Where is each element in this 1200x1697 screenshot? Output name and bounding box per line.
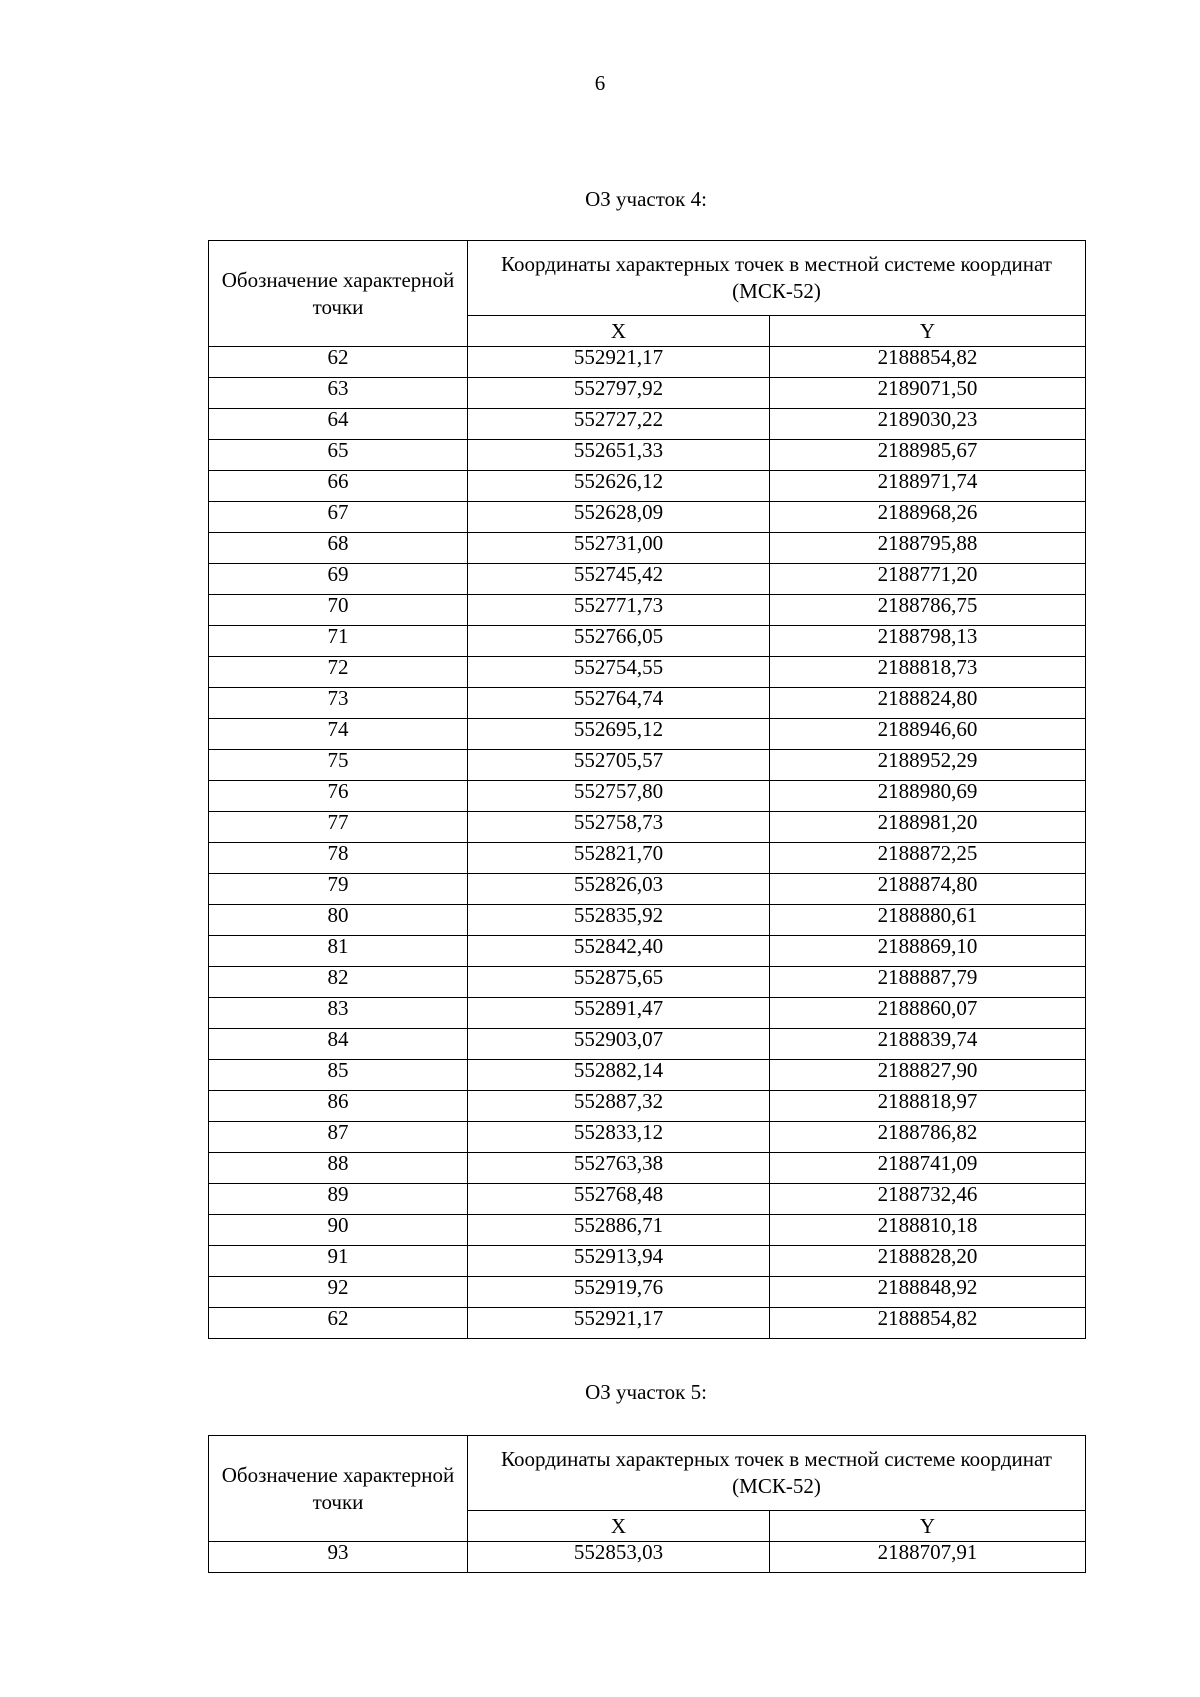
table-row xyxy=(209,905,1086,936)
table-row xyxy=(209,1277,1086,1308)
point-cell: 72 xyxy=(209,657,468,688)
coordinates-table-plot-5 xyxy=(208,1435,1086,1573)
x-coordinate-cell: 552853,03 xyxy=(468,1542,770,1573)
table-body xyxy=(209,1542,1086,1573)
y-coordinate-cell: 2188827,90 xyxy=(770,1060,1086,1091)
x-coordinate-cell: 552695,12 xyxy=(468,719,770,750)
table-row xyxy=(209,936,1086,967)
table-row xyxy=(209,998,1086,1029)
y-coordinate-cell: 2188971,74 xyxy=(770,471,1086,502)
y-coordinate-cell: 2188860,07 xyxy=(770,998,1086,1029)
point-cell: 69 xyxy=(209,564,468,595)
table-row xyxy=(209,1542,1086,1573)
x-coordinate-cell: 552875,65 xyxy=(468,967,770,998)
x-coordinate-cell: 552913,94 xyxy=(468,1246,770,1277)
coordinates-header: Координаты характерных точек в местной системе координат (МСК-52) xyxy=(468,1436,1086,1511)
table-body xyxy=(209,347,1086,1339)
table-row xyxy=(209,626,1086,657)
table-row xyxy=(209,440,1086,471)
x-coordinate-cell: 552826,03 xyxy=(468,874,770,905)
point-cell: 92 xyxy=(209,1277,468,1308)
x-coordinate-cell: 552628,09 xyxy=(468,502,770,533)
table-row xyxy=(209,1246,1086,1277)
point-cell: 85 xyxy=(209,1060,468,1091)
y-coordinate-cell: 2188795,88 xyxy=(770,533,1086,564)
y-coordinate-cell: 2188854,82 xyxy=(770,347,1086,378)
point-cell: 81 xyxy=(209,936,468,967)
x-coordinate-cell: 552921,17 xyxy=(468,347,770,378)
point-designation-header: Обозначение характерной точки xyxy=(209,241,468,347)
y-coordinate-cell: 2188985,67 xyxy=(770,440,1086,471)
y-coordinate-cell: 2188946,60 xyxy=(770,719,1086,750)
point-designation-header: Обозначение характерной точки xyxy=(209,1436,468,1542)
point-cell: 65 xyxy=(209,440,468,471)
table-row xyxy=(209,657,1086,688)
y-coordinate-cell: 2188952,29 xyxy=(770,750,1086,781)
y-coordinate-cell: 2188981,20 xyxy=(770,812,1086,843)
x-coordinate-cell: 552757,80 xyxy=(468,781,770,812)
x-coordinate-cell: 552821,70 xyxy=(468,843,770,874)
point-cell: 79 xyxy=(209,874,468,905)
point-cell: 86 xyxy=(209,1091,468,1122)
point-cell: 82 xyxy=(209,967,468,998)
point-cell: 76 xyxy=(209,781,468,812)
x-coordinate-cell: 552797,92 xyxy=(468,378,770,409)
x-coordinate-cell: 552766,05 xyxy=(468,626,770,657)
table-row xyxy=(209,781,1086,812)
x-coordinate-cell: 552754,55 xyxy=(468,657,770,688)
x-coordinate-cell: 552891,47 xyxy=(468,998,770,1029)
y-coordinate-cell: 2189030,23 xyxy=(770,409,1086,440)
point-cell: 62 xyxy=(209,1308,468,1339)
y-coordinate-cell: 2188854,82 xyxy=(770,1308,1086,1339)
table-header xyxy=(209,1436,1086,1542)
y-coordinate-cell: 2188818,97 xyxy=(770,1091,1086,1122)
point-cell: 91 xyxy=(209,1246,468,1277)
y-coordinate-cell: 2188968,26 xyxy=(770,502,1086,533)
y-coordinate-cell: 2188872,25 xyxy=(770,843,1086,874)
table-row xyxy=(209,750,1086,781)
x-coordinate-cell: 552919,76 xyxy=(468,1277,770,1308)
point-cell: 78 xyxy=(209,843,468,874)
x-coordinate-cell: 552886,71 xyxy=(468,1215,770,1246)
point-cell: 83 xyxy=(209,998,468,1029)
point-cell: 75 xyxy=(209,750,468,781)
table-row xyxy=(209,967,1086,998)
point-cell: 74 xyxy=(209,719,468,750)
x-coordinate-cell: 552771,73 xyxy=(468,595,770,626)
table-row xyxy=(209,564,1086,595)
x-coordinate-cell: 552835,92 xyxy=(468,905,770,936)
table-row xyxy=(209,409,1086,440)
x-coordinate-cell: 552833,12 xyxy=(468,1122,770,1153)
table-row xyxy=(209,1153,1086,1184)
table-row xyxy=(209,843,1086,874)
x-coordinate-cell: 552745,42 xyxy=(468,564,770,595)
y-coordinate-cell: 2188828,20 xyxy=(770,1246,1086,1277)
point-cell: 66 xyxy=(209,471,468,502)
table-row xyxy=(209,1215,1086,1246)
point-cell: 67 xyxy=(209,502,468,533)
table-row xyxy=(209,1060,1086,1091)
point-cell: 90 xyxy=(209,1215,468,1246)
x-coordinate-cell: 552727,22 xyxy=(468,409,770,440)
y-coordinate-cell: 2188839,74 xyxy=(770,1029,1086,1060)
table-row xyxy=(209,1029,1086,1060)
point-cell: 77 xyxy=(209,812,468,843)
section-title-plot-5: ОЗ участок 5: xyxy=(585,1380,707,1404)
table-row xyxy=(209,1091,1086,1122)
x-coordinate-cell: 552705,57 xyxy=(468,750,770,781)
point-cell: 88 xyxy=(209,1153,468,1184)
y-coordinate-cell: 2188732,46 xyxy=(770,1184,1086,1215)
table-row xyxy=(209,347,1086,378)
table-row xyxy=(209,1308,1086,1339)
table-row xyxy=(209,533,1086,564)
y-coordinate-cell: 2188887,79 xyxy=(770,967,1086,998)
x-coordinate-cell: 552921,17 xyxy=(468,1308,770,1339)
point-cell: 87 xyxy=(209,1122,468,1153)
x-coordinate-cell: 552763,38 xyxy=(468,1153,770,1184)
point-cell: 93 xyxy=(209,1542,468,1573)
table-header xyxy=(209,241,1086,347)
y-coordinate-cell: 2188874,80 xyxy=(770,874,1086,905)
y-coordinate-cell: 2188786,82 xyxy=(770,1122,1086,1153)
y-coordinate-cell: 2188824,80 xyxy=(770,688,1086,719)
table-row xyxy=(209,378,1086,409)
y-coordinate-cell: 2188869,10 xyxy=(770,936,1086,967)
y-coordinate-cell: 2188818,73 xyxy=(770,657,1086,688)
table-row xyxy=(209,719,1086,750)
point-cell: 84 xyxy=(209,1029,468,1060)
y-coordinate-cell: 2188880,61 xyxy=(770,905,1086,936)
y-coordinate-cell: 2188707,91 xyxy=(770,1542,1086,1573)
point-cell: 73 xyxy=(209,688,468,719)
y-coordinate-cell: 2188771,20 xyxy=(770,564,1086,595)
x-coordinate-cell: 552768,48 xyxy=(468,1184,770,1215)
x-coordinate-cell: 552626,12 xyxy=(468,471,770,502)
table-row xyxy=(209,812,1086,843)
point-cell: 70 xyxy=(209,595,468,626)
coordinates-table-plot-4 xyxy=(208,240,1086,1339)
coordinates-header: Координаты характерных точек в местной системе координат (МСК-52) xyxy=(468,241,1086,316)
x-coordinate-cell: 552731,00 xyxy=(468,533,770,564)
x-coordinate-cell: 552882,14 xyxy=(468,1060,770,1091)
x-coordinate-cell: 552758,73 xyxy=(468,812,770,843)
section-title-plot-4: ОЗ участок 4: xyxy=(585,187,707,211)
table-row xyxy=(209,471,1086,502)
table-row xyxy=(209,874,1086,905)
y-coordinate-cell: 2188810,18 xyxy=(770,1215,1086,1246)
y-coordinate-cell: 2188848,92 xyxy=(770,1277,1086,1308)
point-cell: 68 xyxy=(209,533,468,564)
y-coordinate-cell: 2188786,75 xyxy=(770,595,1086,626)
x-column-header: X xyxy=(468,316,770,347)
y-column-header: Y xyxy=(770,1511,1086,1542)
table-row xyxy=(209,502,1086,533)
page-number: 6 xyxy=(594,71,606,95)
y-coordinate-cell: 2188980,69 xyxy=(770,781,1086,812)
point-cell: 71 xyxy=(209,626,468,657)
x-column-header: X xyxy=(468,1511,770,1542)
y-coordinate-cell: 2189071,50 xyxy=(770,378,1086,409)
y-coordinate-cell: 2188741,09 xyxy=(770,1153,1086,1184)
x-coordinate-cell: 552842,40 xyxy=(468,936,770,967)
point-cell: 64 xyxy=(209,409,468,440)
table-row xyxy=(209,595,1086,626)
point-cell: 89 xyxy=(209,1184,468,1215)
y-coordinate-cell: 2188798,13 xyxy=(770,626,1086,657)
table-row xyxy=(209,1122,1086,1153)
x-coordinate-cell: 552887,32 xyxy=(468,1091,770,1122)
x-coordinate-cell: 552764,74 xyxy=(468,688,770,719)
x-coordinate-cell: 552903,07 xyxy=(468,1029,770,1060)
point-cell: 80 xyxy=(209,905,468,936)
table-row xyxy=(209,1184,1086,1215)
table-row xyxy=(209,688,1086,719)
x-coordinate-cell: 552651,33 xyxy=(468,440,770,471)
y-column-header: Y xyxy=(770,316,1086,347)
point-cell: 63 xyxy=(209,378,468,409)
point-cell: 62 xyxy=(209,347,468,378)
